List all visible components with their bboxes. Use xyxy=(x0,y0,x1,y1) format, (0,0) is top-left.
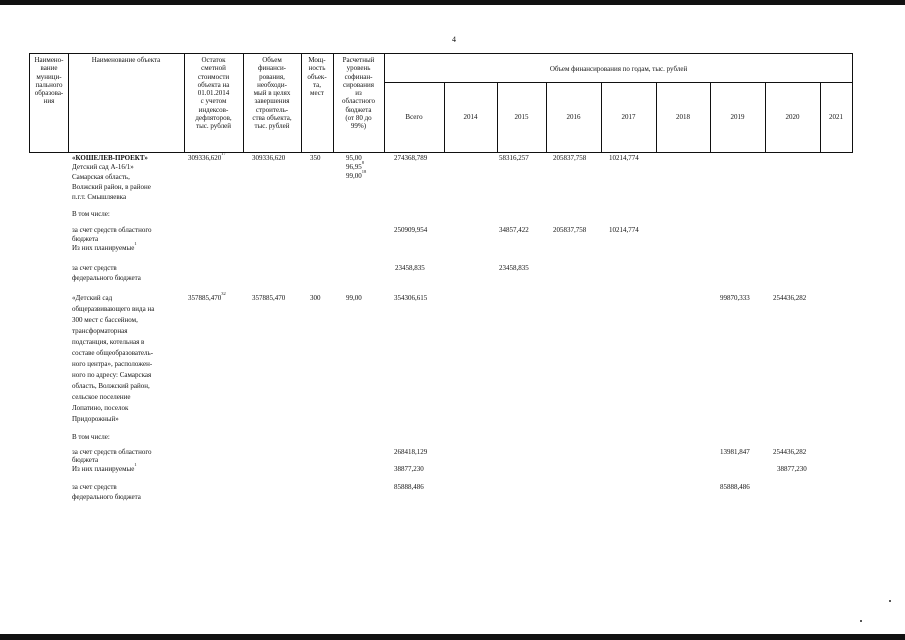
header-year-2015: 2015 xyxy=(514,113,529,121)
object-1-federal-2015: 23458,835 xyxy=(499,264,529,272)
header-remaining-cost: Остаток сметной стоимости объекта на 01.01.2014 с учетом индексов- дефляторов, тыс. рублей xyxy=(195,56,232,131)
object-2-name-line-5: подстанция, котельная в xyxy=(72,338,145,346)
object-2-financing-volume: 357885,470 xyxy=(252,294,286,302)
object-1-level-2: 96,95$^8$ xyxy=(346,160,364,171)
object-2-name-line-9: область, Волжский район, xyxy=(72,382,150,390)
object-1-2017: 10214,774 xyxy=(609,154,639,162)
object-2-name-line-2: общеразвивающего вида на xyxy=(72,305,155,313)
header-financing-volume: Объем финанси- рования, необходи- мый в целях завершения строитель- ства объекта, тыс. рублей xyxy=(252,56,292,131)
header-year-2014: 2014 xyxy=(463,113,478,121)
header-year-2019: 2019 xyxy=(730,113,745,121)
object-1-including: В том числе: xyxy=(72,210,110,218)
object-2-federal-label-2: федерального бюджета xyxy=(72,493,141,501)
object-2-regional-label-1: за счет средств областного xyxy=(72,448,152,456)
header-cofinancing-level: Расчетный уровень софинан- сирования из областного бюджета (от 80 до 99%) xyxy=(341,56,376,131)
object-1-2016: 205837,758 xyxy=(553,154,587,162)
object-1-name-line-3: Самарская область, xyxy=(72,173,130,181)
object-2-regional-2019: 13981,847 xyxy=(720,448,750,456)
object-2-name-line-8: ного по адресу: Самарская xyxy=(72,371,152,379)
scan-speck xyxy=(889,600,891,602)
object-2-regional-label-2: бюджета xyxy=(72,456,99,464)
object-1-2015: 58316,257 xyxy=(499,154,529,162)
object-1-remaining-cost: 309336,620$^{17}$ xyxy=(188,151,226,162)
header-year-2017: 2017 xyxy=(621,113,636,121)
object-2-name-line-12: Придорожный» xyxy=(72,415,119,423)
object-1-regional-2016: 205837,758 xyxy=(553,226,587,234)
object-2-capacity: 300 xyxy=(310,294,321,302)
object-1-regional-2015: 34857,422 xyxy=(499,226,529,234)
object-2-2020: 254436,282 xyxy=(773,294,807,302)
object-1-financing-volume: 309336,620 xyxy=(252,154,286,162)
object-1-regional-total: 250909,954 xyxy=(394,226,428,234)
object-1-federal-label-2: федерального бюджета xyxy=(72,274,141,282)
object-2-federal-2019: 85888,486 xyxy=(720,483,750,491)
header-year-2020: 2020 xyxy=(785,113,800,121)
header-year-total: Всего xyxy=(405,113,423,121)
page-number: 4 xyxy=(452,35,456,44)
object-2-level: 99,00 xyxy=(346,294,362,302)
object-2-total: 354306,615 xyxy=(394,294,428,302)
object-1-capacity: 350 xyxy=(310,154,321,162)
object-1-federal-label-1: за счет средств xyxy=(72,264,117,272)
object-2-name-line-7: ного центра», расположен- xyxy=(72,360,153,368)
object-1-level-1: 95,00 xyxy=(346,154,362,162)
header-year-2018: 2018 xyxy=(676,113,690,121)
object-1-total: 274368,789 xyxy=(394,154,428,162)
object-2-name-line-6: составе общеобразователь- xyxy=(72,349,154,357)
object-2-planned-total: 38877,230 xyxy=(394,465,424,473)
object-2-planned-label: Из них планируемые$^1$ xyxy=(72,462,137,473)
object-2-name-line-10: сельское поселение xyxy=(72,393,131,401)
object-1-planned-label: Из них планируемые$^1$ xyxy=(72,241,137,252)
object-1-regional-label-1: за счет средств областного xyxy=(72,226,152,234)
header-year-2016: 2016 xyxy=(566,113,581,121)
object-2-including: В том числе: xyxy=(72,433,110,441)
header-financing-by-year: Объем финансирования по годам, тыс. рублей xyxy=(549,65,688,73)
object-2-regional-total: 268418,129 xyxy=(394,448,428,456)
bottom-border xyxy=(0,634,905,640)
object-1-regional-label-2: бюджета xyxy=(72,235,99,243)
object-1-level-3: 99,00$^{18}$ xyxy=(346,169,367,180)
object-2-name-line-4: трансформаторная xyxy=(72,327,128,335)
top-border xyxy=(0,0,905,5)
object-2-name-line-1: «Детский сад xyxy=(72,294,113,302)
object-1-name-line-4: Волжский район, в районе xyxy=(72,183,151,191)
object-2-2019: 99870,333 xyxy=(720,294,750,302)
object-2-planned-2020: 38877,230 xyxy=(777,465,807,473)
scan-speck xyxy=(860,620,862,622)
object-2-federal-label-1: за счет средств xyxy=(72,483,117,491)
object-2-federal-total: 85888,486 xyxy=(394,483,424,491)
object-2-remaining-cost: 357885,470$^{32}$ xyxy=(188,291,226,302)
object-1-regional-2017: 10214,774 xyxy=(609,226,639,234)
object-2-name-line-3: 300 мест с бассейном, xyxy=(72,316,138,324)
header-capacity: Мощ- ность объек- та, мест xyxy=(307,56,327,98)
header-year-2021: 2021 xyxy=(829,113,843,121)
header-municipality: Наимено- вание муници- пального образова- ния xyxy=(34,56,64,106)
object-1-name-line-1: «КОШЕЛЕВ-ПРОЕКТ» xyxy=(72,154,148,162)
object-1-federal-total: 23458,835 xyxy=(395,264,425,272)
object-1-name-line-5: п.г.т. Смышляевка xyxy=(72,193,127,201)
object-2-regional-2020: 254436,282 xyxy=(773,448,807,456)
object-2-name-line-11: Лопатино, поселок xyxy=(72,404,129,412)
header-object-name: Наименование объекта xyxy=(91,56,161,64)
object-1-name-line-2: Детский сад А-16/1» xyxy=(72,163,134,171)
